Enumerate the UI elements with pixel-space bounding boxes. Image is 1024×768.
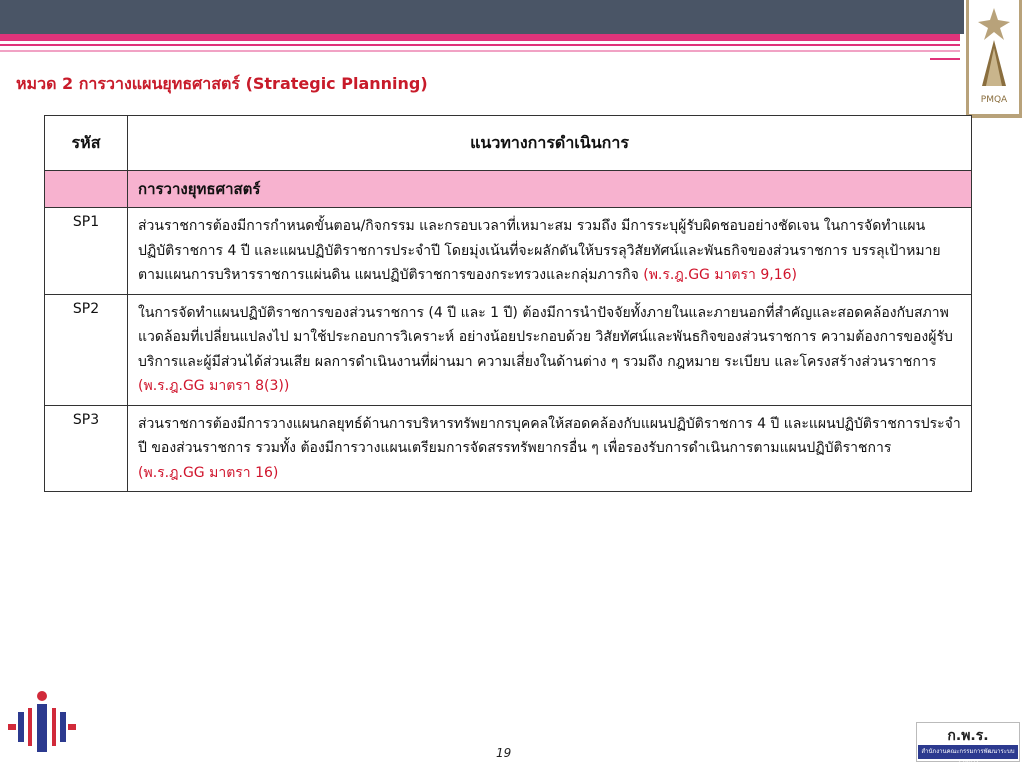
section-label: การวางยุทธศาสตร์ — [128, 171, 972, 208]
header-stripe — [0, 34, 960, 41]
row-code: SP3 — [45, 405, 128, 492]
page-title: หมวด 2 การวางแผนยุทธศาสตร์ (Strategic Planning) — [16, 74, 428, 93]
row-reference: (พ.ร.ฎ.GG มาตรา 16) — [138, 464, 279, 481]
table-row — [45, 405, 972, 492]
section-row — [45, 171, 972, 208]
organization-logo-icon — [4, 690, 84, 758]
row-text-cell — [128, 208, 972, 295]
row-text-cell — [128, 405, 972, 492]
header-stripe-accent — [930, 58, 960, 60]
row-reference: (พ.ร.ฎ.GG มาตรา 9,16) — [643, 267, 797, 283]
section-code-cell — [45, 171, 128, 208]
table-row — [45, 294, 972, 405]
opdc-logo-text: ก.พ.ร. — [947, 728, 989, 744]
row-text: ในการจัดทำแผนปฏิบัติราชการของส่วนราชการ (4 ปี และ 1 ปี) ต้องมีการนำปัจจัยทั้งภายในและภายนอกที่สำคัญและสอดคล้องกับสภาพแวดล้อมที่เปลี่ยนแปลงไป มาใช้ประกอบการวิเคราะห์ อย่างน้อยประกอบด้วย วิสัยทัศน์และพันธกิจของส่วนราชการ ความต้องการของผู้รับบริการและผู้มีส่วนได้ส่วนเสีย ผลการดำเนินงานที่ผ่านมา ความเสี่ยงในด้านต่าง ๆ รวมถึง กฎหมาย ระเบียบ และโครงสร้างส่วนราชการ — [138, 304, 953, 370]
pmqa-logo — [964, 0, 1024, 118]
opdc-logo — [916, 722, 1020, 765]
header-stripe-thin — [0, 44, 960, 46]
header-bar — [0, 0, 1024, 34]
page-number: 19 — [496, 746, 512, 760]
header-stripe-light — [0, 50, 960, 52]
pmqa-logo-text: PMQA — [980, 95, 1008, 105]
table-row — [45, 208, 972, 295]
row-code: SP1 — [45, 208, 128, 295]
guideline-table — [44, 115, 972, 492]
column-header-code: รหัส — [45, 116, 128, 171]
row-text: ส่วนราชการต้องมีการวางแผนกลยุทธ์ด้านการบริหารทรัพยากรบุคคลให้สอดคล้องกับแผนปฏิบัติราชการ 4 ปี และแผนปฏิบัติราชการประจำปี ของส่วนราชการ รวมทั้ง ต้องมีการวางแผนเตรียมการจัดสรรทรัพยากรอื่น ๆ เพื่อรองรับการดำเนินการตามแผนปฏิบัติราชการ — [138, 415, 961, 456]
opdc-logo-subtext: สำนักงานคณะกรรมการพัฒนาระบบราชการ — [921, 748, 1015, 765]
row-code: SP2 — [45, 294, 128, 405]
row-text: ส่วนราชการต้องมีการกำหนดขั้นตอน/กิจกรรม และกรอบเวลาที่เหมาะสม รวมถึง มีการระบุผู้รับผิดชอบอย่างชัดเจน ในการจัดทำแผนปฏิบัติราชการ 4 ปี และแผนปฏิบัติราชการประจำปี โดยมุ่งเน้นที่จะผลักดันให้บรรลุวิสัยทัศน์และพันธกิจของส่วนราชการ บรรลุเป้าหมายตามแผนการบริหารราชการแผ่นดิน แผนปฏิบัติราชการของกระทรวงและกลุ่มภารกิจ — [138, 218, 941, 283]
table-header-row — [45, 116, 972, 171]
row-text-cell — [128, 294, 972, 405]
column-header-guideline: แนวทางการดำเนินการ — [128, 116, 972, 171]
row-reference: (พ.ร.ฎ.GG มาตรา 8(3)) — [138, 378, 290, 394]
